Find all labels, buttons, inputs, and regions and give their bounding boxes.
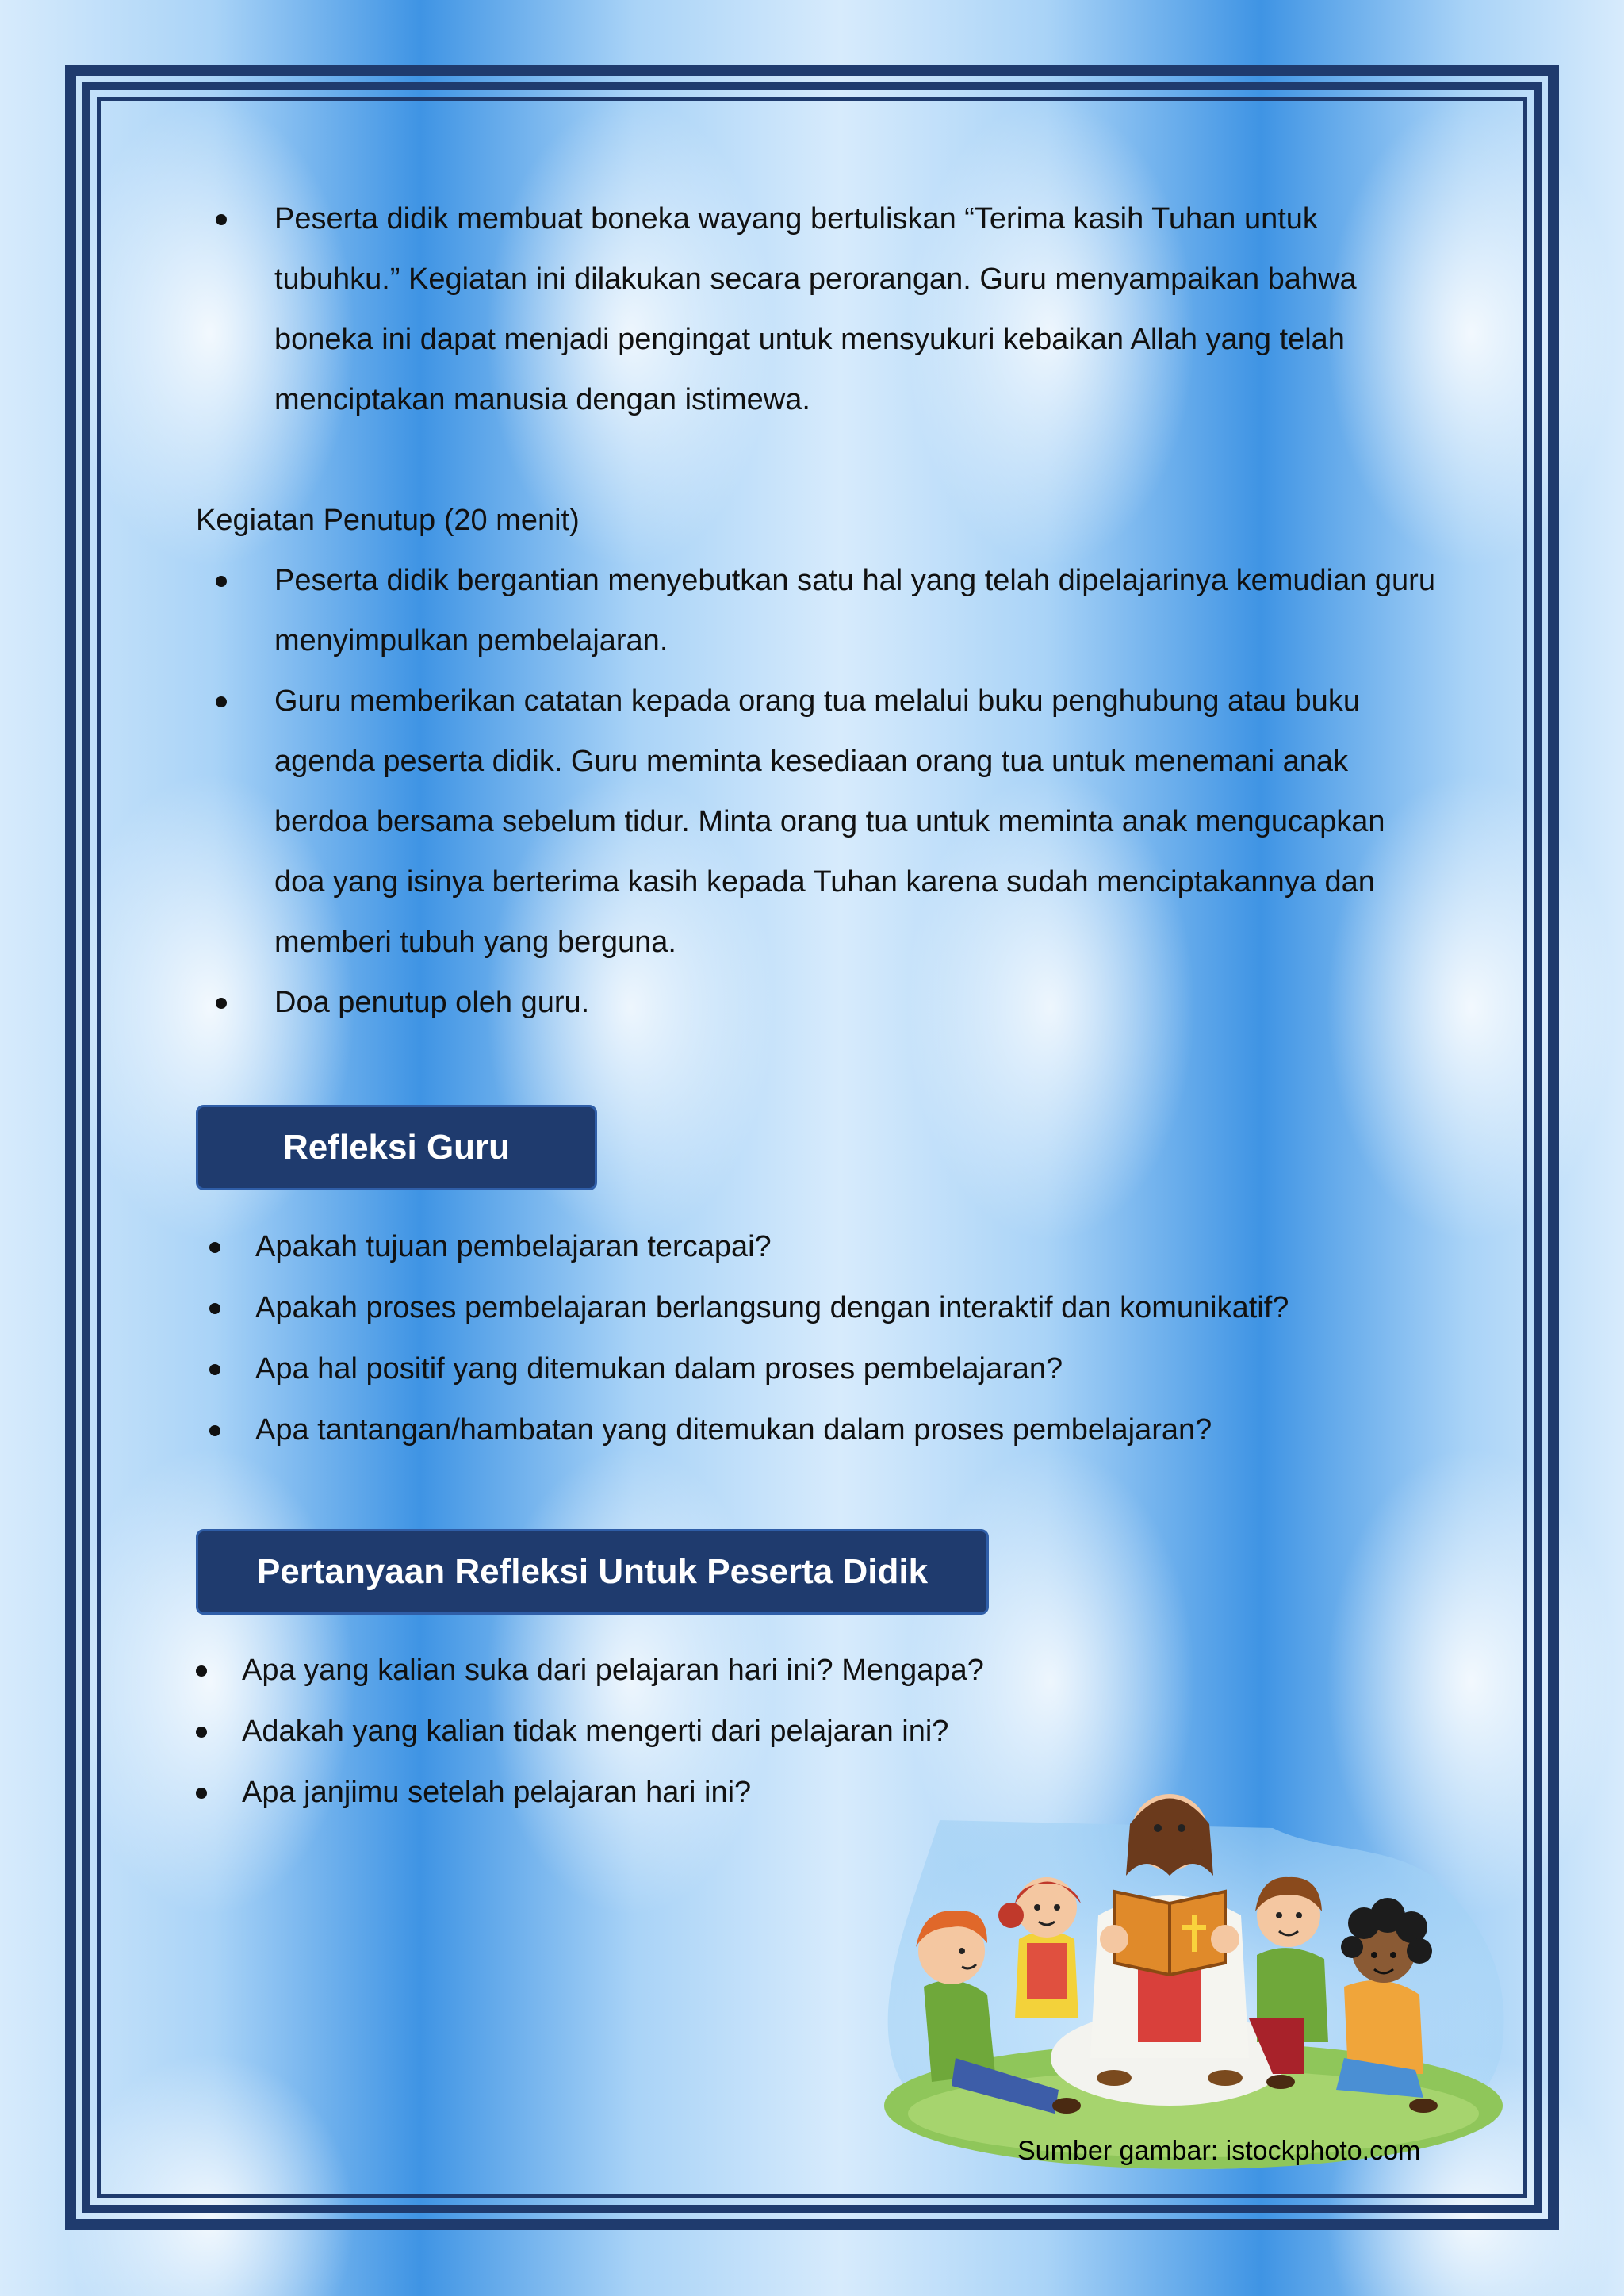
list-item: Apa hal positif yang ditemukan dalam proses pembelajaran? (208, 1339, 1445, 1400)
list-item: Doa penutup oleh guru. (214, 972, 1451, 1033)
bullet-icon (196, 1665, 207, 1677)
bullet-icon (196, 1727, 207, 1738)
list-item: Peserta didik bergantian menyebutkan satu hal yang telah dipelajarinya kemudian guru menyimpulkan pembelajaran. (214, 550, 1451, 671)
image-caption: Sumber gambar: istockphoto.com (1017, 2136, 1421, 2166)
activity-list (214, 189, 1435, 430)
bullet-icon (209, 1303, 220, 1314)
student-reflection-header: Pertanyaan Refleksi Untuk Peserta Didik (196, 1529, 989, 1615)
bullet-icon (216, 696, 227, 707)
list-item: Apakah proses pembelajaran berlangsung dengan interaktif dan komunikatif? (208, 1278, 1445, 1339)
bullet-icon (209, 1364, 220, 1375)
list-item: Peserta didik membuat boneka wayang bertuliskan “Terima kasih Tuhan untuk tubuhku.” Kegiatan ini dilakukan secara perorangan. Guru menyampaikan bahwa boneka ini dapat menjadi pengingat untuk mensyukuri kebaikan Allah yang telah menciptakan manusia dengan istimewa. (214, 189, 1435, 430)
teacher-reflection-list (208, 1217, 1445, 1461)
bullet-icon (209, 1425, 220, 1436)
bullet-icon (216, 576, 227, 587)
list-item: Apa janjimu setelah pelajaran hari ini? (194, 1762, 1431, 1823)
closing-section-title: Kegiatan Penutup (20 menit) (196, 504, 580, 537)
closing-list (214, 550, 1451, 1033)
bullet-icon (216, 214, 227, 225)
list-item: Guru memberikan catatan kepada orang tua melalui buku penghubung atau buku agenda peserta didik. Guru meminta kesediaan orang tua untuk menemani anak berdoa bersama sebelum tidur. Minta orang tua untuk meminta anak mengucapkan doa yang isinya berterima kasih kepada Tuhan karena sudah menciptakannya dan memberi tubuh yang berguna. (214, 671, 1451, 972)
bullet-icon (216, 998, 227, 1009)
list-item: Apa tantangan/hambatan yang ditemukan dalam proses pembelajaran? (208, 1400, 1445, 1461)
teacher-reflection-header: Refleksi Guru (196, 1105, 597, 1190)
bullet-icon (196, 1788, 207, 1799)
list-item: Apa yang kalian suka dari pelajaran hari ini? Mengapa? (194, 1640, 1431, 1701)
list-item: Apakah tujuan pembelajaran tercapai? (208, 1217, 1445, 1278)
bullet-icon (209, 1242, 220, 1253)
jesus-with-children-illustration (876, 1757, 1511, 2177)
list-item: Adakah yang kalian tidak mengerti dari pelajaran ini? (194, 1701, 1431, 1762)
